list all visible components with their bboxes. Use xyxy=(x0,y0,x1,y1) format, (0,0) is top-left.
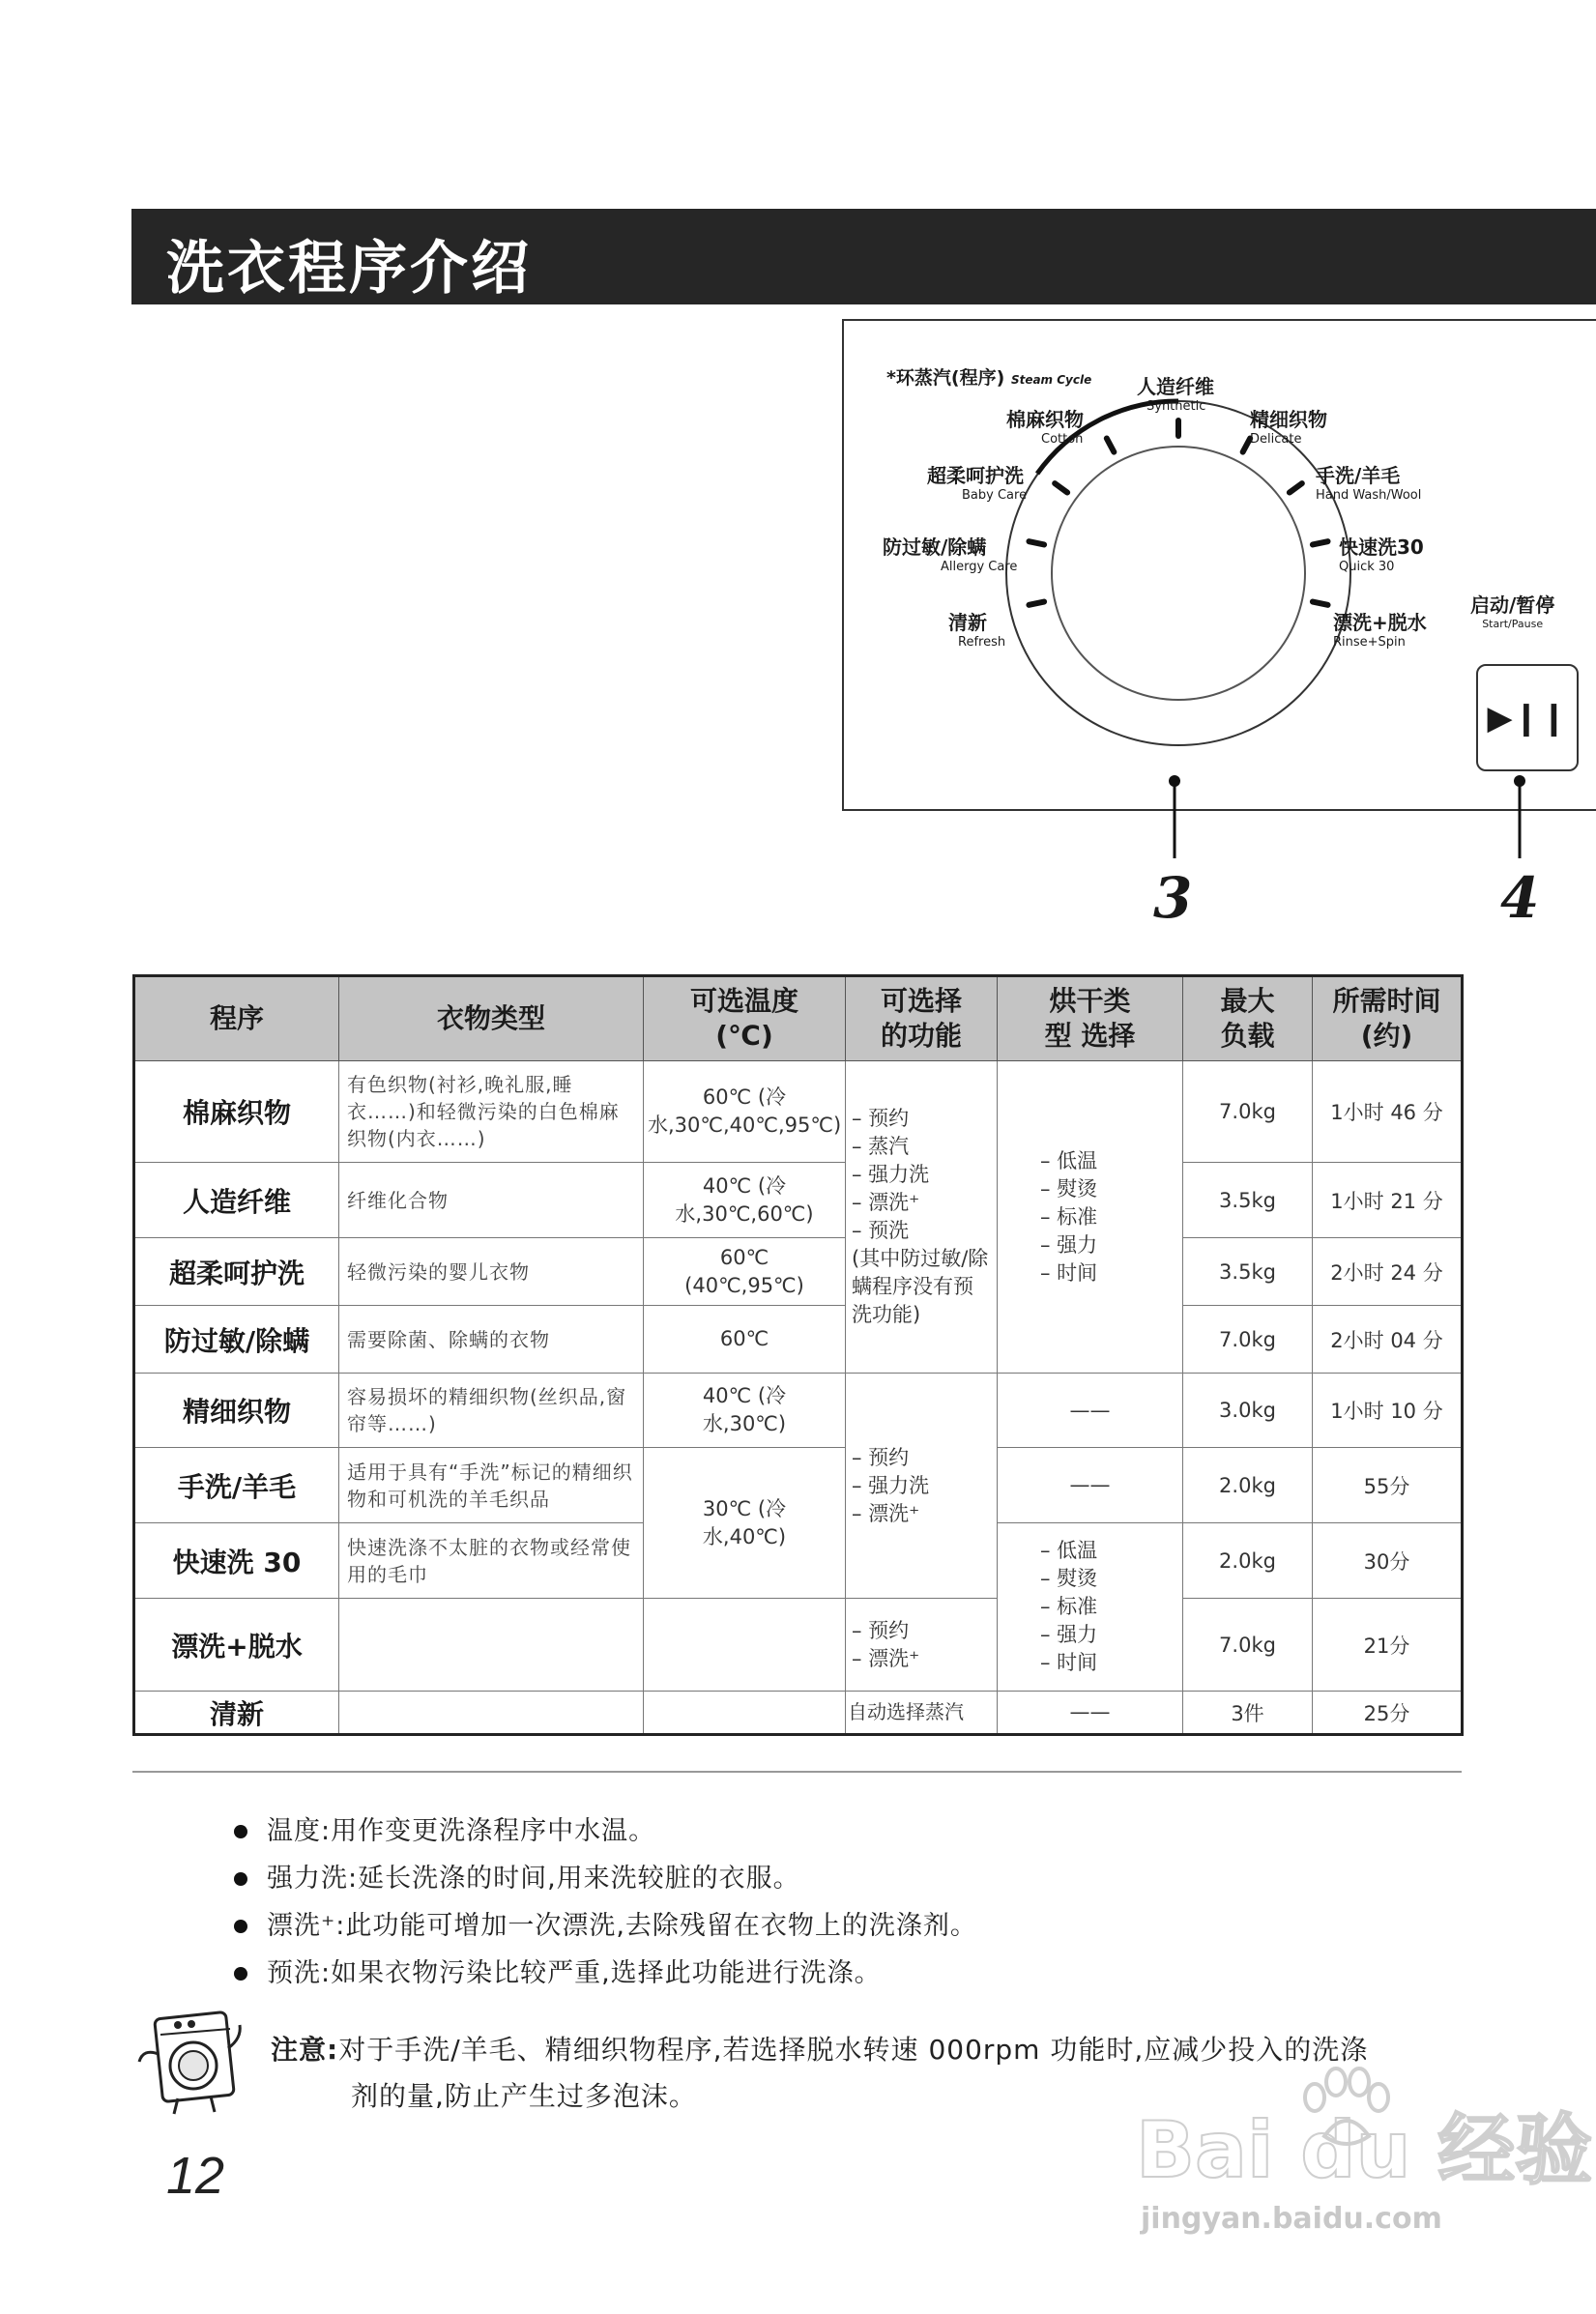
washer-mascot-icon xyxy=(131,2006,246,2120)
list-item: 预洗:如果衣物污染比较严重,选择此功能进行洗涤。 xyxy=(228,1950,977,1997)
dial-label-cotton: 棉麻织物 Cotton xyxy=(1006,408,1084,447)
start-pause-label: 启动/暂停 Start/Pause xyxy=(1470,593,1555,630)
dry-group-2: – 低温 – 熨烫 – 标准 – 强力 – 时间 xyxy=(998,1523,1183,1692)
table-row: 棉麻织物 有色织物(衬衫,晚礼服,睡衣……)和轻微污染的白色棉麻织物(内衣……) 60℃ (冷水,30℃,40℃,95℃) – 预约 – 蒸汽 – 强力洗 – 漂洗⁺ – 预洗 (其中防过敏/除螨程序没有预洗功能) – 低温 – 熨烫 – 标准 – 强力 – 时间 7.0kg 1小时 46 分 xyxy=(134,1061,1463,1163)
steam-cycle-label: *环蒸汽(程序) Steam Cycle xyxy=(886,367,1092,389)
callout-lines xyxy=(0,0,1596,967)
header-functions: 可选择 的功能 xyxy=(846,976,998,1061)
table-row: 快速洗 30 快速洗涤不太脏的衣物或经常使用的毛巾 – 低温 – 熨烫 – 标准 – 强力 – 时间 2.0kg 30分 xyxy=(134,1523,1463,1599)
dial-label-delicate: 精细织物 Delicate xyxy=(1250,408,1327,447)
watermark-text: Bai du 经验 xyxy=(1136,2105,1593,2195)
header-cloth-type: 衣物类型 xyxy=(339,976,644,1061)
table-row: 手洗/羊毛 适用于具有“手洗”标记的精细织物和可机洗的羊毛织品 30℃ (冷水,40℃) —— 2.0kg 55分 xyxy=(134,1448,1463,1523)
dial-label-synthetic: 人造纤维 Synthetic xyxy=(1137,375,1214,414)
callout-3: 3 xyxy=(1153,865,1193,931)
dial-label-hand-wash: 手洗/羊毛 Hand Wash/Wool xyxy=(1316,464,1422,503)
dial-label-baby-care: 超柔呵护洗 Baby Care xyxy=(927,464,1028,503)
program-table xyxy=(132,974,1464,1736)
watermark-url: jingyan.baidu.com xyxy=(1141,2202,1442,2236)
table-row: 清新 自动选择蒸汽 —— 3件 25分 xyxy=(134,1692,1463,1735)
header-time: 所需时间 (约) xyxy=(1313,976,1463,1061)
table-row: 精细织物 容易损坏的精细织物(丝织品,窗帘等……) 40℃ (冷水,30℃) – 预约 – 强力洗 – 漂洗⁺ —— 3.0kg 1小时 10 分 xyxy=(134,1374,1463,1448)
divider xyxy=(132,1771,1462,1773)
functions-group-3: – 预约 – 漂洗⁺ xyxy=(846,1599,998,1692)
dial-label-quick30: 快速洗30 Quick 30 xyxy=(1339,535,1424,574)
note-label: 注意: xyxy=(271,2034,339,2066)
list-item: 漂洗⁺:此功能可增加一次漂洗,去除残留在衣物上的洗涤剂。 xyxy=(228,1902,977,1950)
table-header-row xyxy=(134,976,1463,1061)
callout-4: 4 xyxy=(1500,865,1540,931)
page-number: 12 xyxy=(166,2147,225,2205)
function-notes-list xyxy=(228,1808,977,1997)
header-max-load: 最大 负载 xyxy=(1183,976,1313,1061)
header-dry-type: 烘干类型 选择 xyxy=(998,976,1183,1061)
list-item: 温度:用作变更洗涤程序中水温。 xyxy=(228,1808,977,1855)
play-pause-icon: ▶❙❙ xyxy=(1487,699,1568,738)
table-row: 超柔呵护洗 轻微污染的婴儿衣物 60℃ (40℃,95℃) 3.5kg 2小时 24 分 xyxy=(134,1238,1463,1306)
caution-note: 注意:对于手洗/羊毛、精细织物程序,若选择脱水转速 000rpm 功能时,应减少投入的洗涤 剂的量,防止产生过多泡沫。 xyxy=(271,2034,1369,2112)
table-row: 防过敏/除螨 需要除菌、除螨的衣物 60℃ 7.0kg 2小时 04 分 xyxy=(134,1306,1463,1374)
header-temperature: 可选温度 (℃) xyxy=(644,976,846,1061)
dry-group-1: – 低温 – 熨烫 – 标准 – 强力 – 时间 xyxy=(998,1061,1183,1374)
dial-label-rinse-spin: 漂洗+脱水 Rinse+Spin xyxy=(1333,611,1427,650)
table-row: 人造纤维 纤维化合物 40℃ (冷水,30℃,60℃) 3.5kg 1小时 21 分 xyxy=(134,1163,1463,1238)
functions-group-1: – 预约 – 蒸汽 – 强力洗 – 漂洗⁺ – 预洗 (其中防过敏/除螨程序没有预洗功能) xyxy=(846,1061,998,1374)
list-item: 强力洗:延长洗涤的时间,用来洗较脏的衣服。 xyxy=(228,1855,977,1902)
header-program: 程序 xyxy=(134,976,339,1061)
dial-label-allergy-care: 防过敏/除螨 Allergy Care xyxy=(883,535,1018,574)
functions-group-2: – 预约 – 强力洗 – 漂洗⁺ xyxy=(846,1374,998,1599)
page-title: 洗衣程序介绍 xyxy=(166,235,532,303)
dial-label-refresh: 清新 Refresh xyxy=(948,611,1006,650)
table-row: 漂洗+脱水 – 预约 – 漂洗⁺ 7.0kg 21分 xyxy=(134,1599,1463,1692)
